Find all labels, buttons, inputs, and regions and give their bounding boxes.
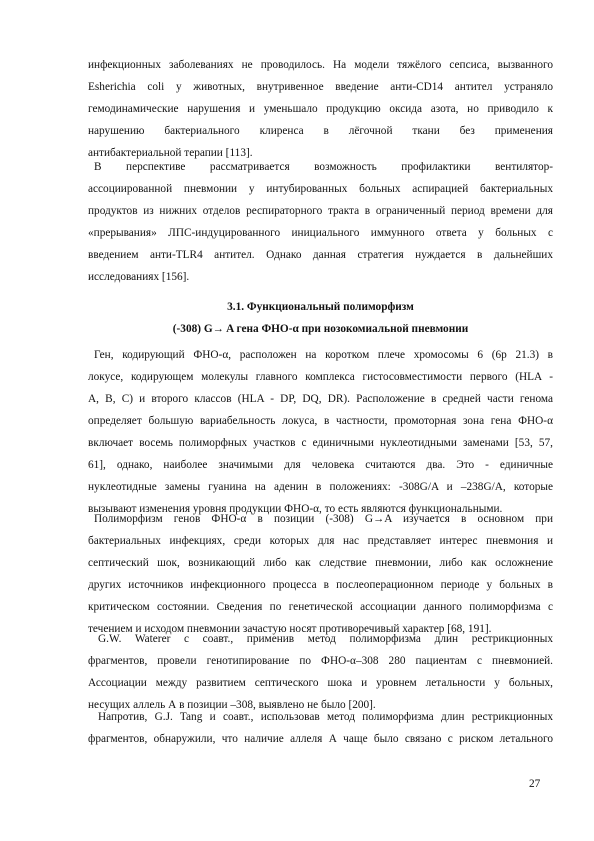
text-line: Полиморфизм генов ФНО-α в позиции (-308) G→A изучается в основном при (94, 513, 553, 525)
text-line: ассоциированной пневмонии у интубированных больных аспирацией бактериальных (88, 183, 553, 195)
text-line: включает восемь полиморфных участков с единичными нуклеотидными заменами [53, 57, (88, 437, 553, 449)
section-heading (88, 296, 553, 340)
text-line: фрагментов, обнаружили, что наличие аллеля А чаще было связано с риском летального (88, 733, 553, 745)
paragraph-3 (88, 344, 553, 520)
section-title: 3.1. Функциональный полиморфизм (227, 301, 414, 313)
text-line: других источников инфекционного процесса в послеоперационном периоде у больных в (88, 579, 553, 591)
text-line: течением и исходом пневмонии зачастую носят противоречивый характер [68, 191]. (88, 623, 492, 635)
text-line: «прерывания» ЛПС-индуцированного инициального иммунного ответа у больных с (88, 227, 553, 239)
text-line: бактериальных инфекциях, среди которых для нас представляет интерес пневмония и (88, 535, 553, 547)
text-line: определяет большую вариабельность локуса, в частности, промоторная зона гена ФНО-α (88, 415, 553, 427)
text-line: исследованиях [156]. (88, 271, 190, 283)
text-line: введением анти-TLR4 антител. Однако данная стратегия нуждается в дальнейших (88, 249, 553, 261)
text-line: антибактериальной терапии [113]. (88, 147, 253, 159)
text-line: критическом состоянии. Сведения по генетической ассоциации данного полиморфизма с (88, 601, 553, 613)
text-line: Напротив, G.J. Tang и соавт., использовав метод полиморфизма длин рестрикционных (98, 711, 553, 723)
page-number: 27 (529, 778, 541, 790)
paragraph-1 (88, 54, 553, 164)
text-line: Ген, кодирующий ФНО-α, расположен на коротком плече хромосомы 6 (6p 21.3) в (94, 349, 553, 361)
text-line: локусе, кодирующем молекулы главного комплекса гистосовместимости первого (HLA - (88, 371, 553, 383)
text-line: нуклеотидные замены гуанина на аденин в положениях: -308G/A и –238G/A, которые (88, 481, 553, 493)
paragraph-2 (88, 156, 553, 288)
text-line: нарушению бактериального клиренса в лёгочной ткани без применения (88, 125, 553, 137)
text-line: G.W. Waterer с соавт., применив метод полиморфизма длин рестрикционных (98, 633, 553, 645)
text-line: 61], однако, наиболее значимыми для человека считаются два. Это - единичные (88, 459, 553, 471)
text-line: инфекционных заболеваниях не проводилось. На модели тяжёлого сепсиса, вызванного (88, 59, 553, 71)
paragraph-5 (88, 628, 553, 716)
text-line: продуктов из нижних отделов респираторного тракта в ограниченный период времени для (88, 205, 553, 217)
text-line: вызывают изменения уровня продукции ФНО-α, то есть являются функциональными. (88, 503, 503, 515)
text-line: септический шок, возникающий либо как следствие пневмонии, либо как осложнение (88, 557, 553, 569)
section-subtitle: (-308) G→ A гена ФНО-α при нозокомиальной пневмонии (172, 323, 469, 335)
text-line: Ассоциации между развитием септического шока и уровнем летальности у больных, (88, 677, 553, 689)
paragraph-6 (88, 706, 553, 750)
text-line: В перспективе рассматривается возможность профилактики вентилятор- (94, 161, 553, 173)
text-line: фрагментов, провели генотипирование по ФНО-α–308 280 пациентам с пневмонией. (88, 655, 553, 667)
text-line: несущих аллель А в позиции –308, выявлено не было [200]. (88, 699, 376, 711)
paragraph-4 (88, 508, 553, 640)
text-line: A, B, C) и второго классов (HLA - DP, DQ, DR). Расположение в средней части генома (88, 393, 553, 405)
text-line: гемодинамические нарушения и уменьшало продукцию оксида азота, но приводило к (88, 103, 553, 115)
text-line: Esherichia coli у животных, внутривенное введение анти-CD14 антител устраняло (88, 81, 553, 93)
